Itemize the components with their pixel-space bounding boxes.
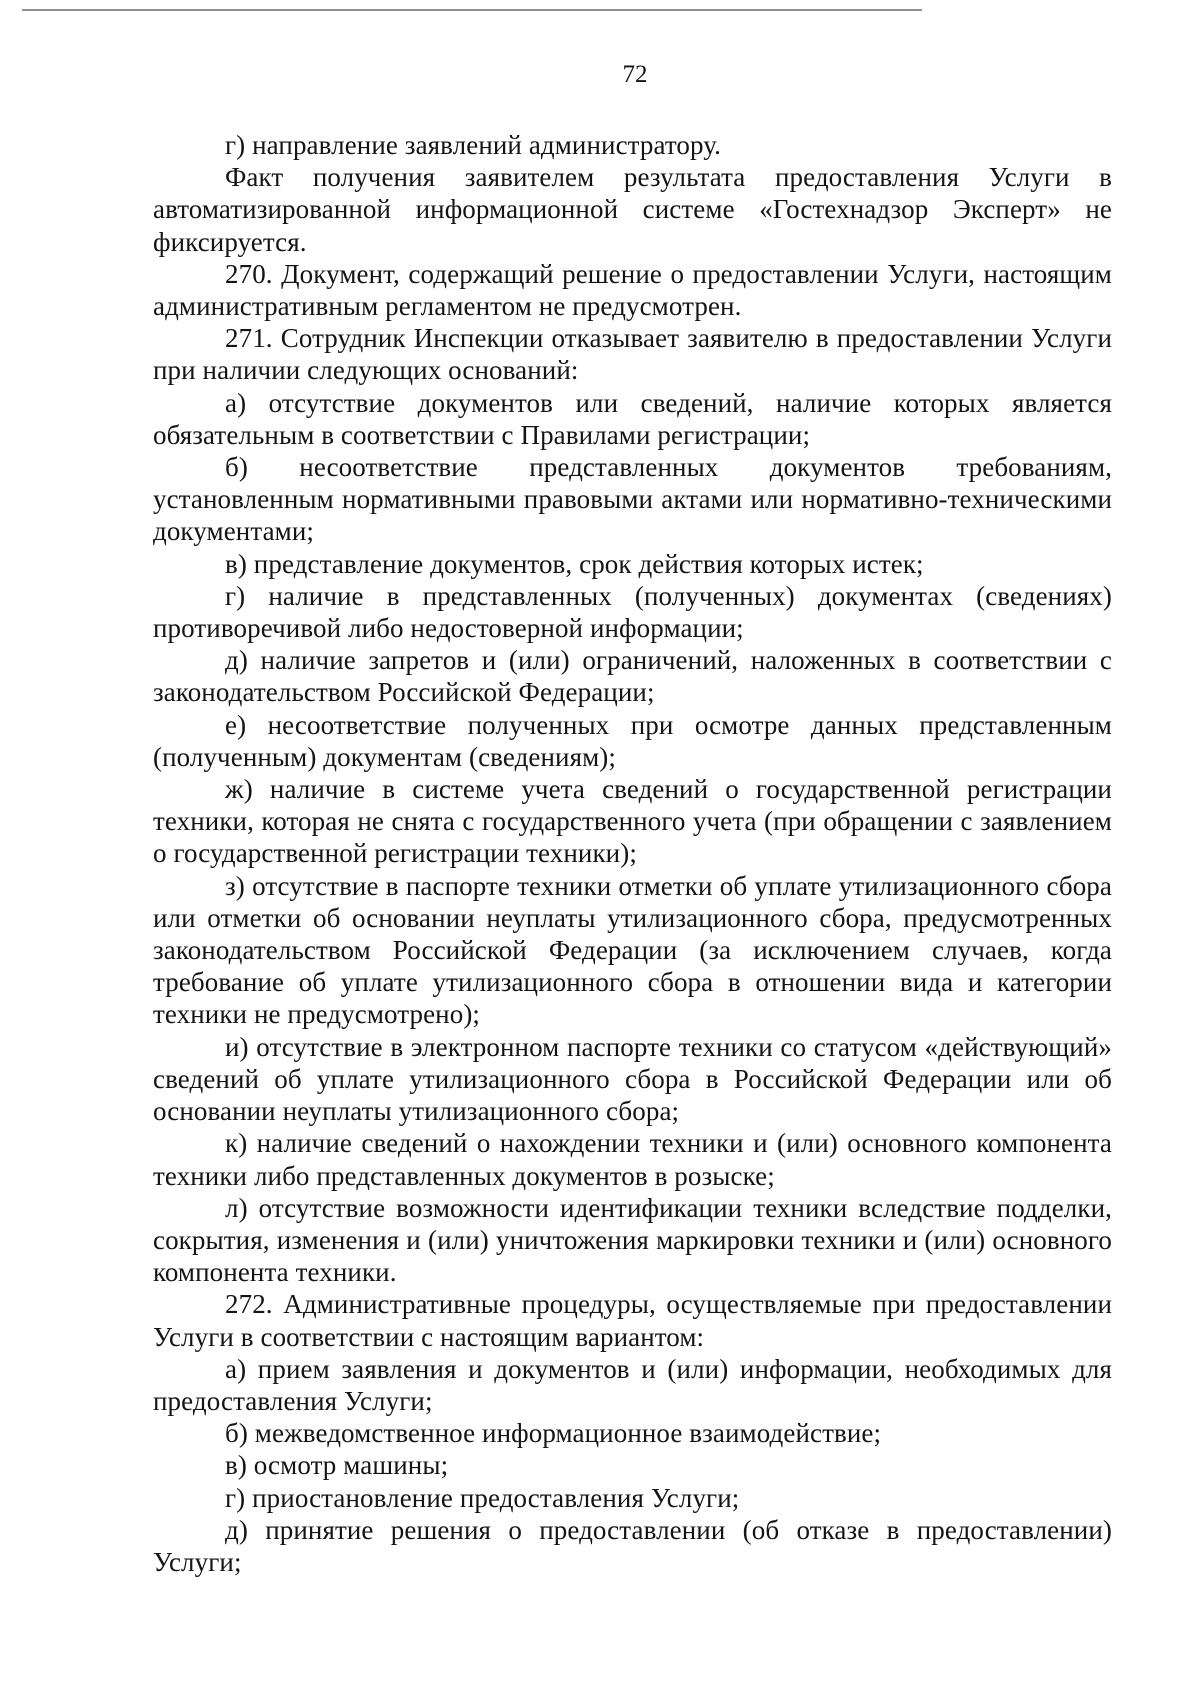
list-item: к) наличие сведений о нахождении техники и (или) основного компонента техники либо представленных документов в розыске; xyxy=(153,1128,1112,1191)
list-item: д) наличие запретов и (или) ограничений, наложенных в соответствии с законодательством Российской Федерации; xyxy=(153,645,1112,708)
paragraph: 270. Документ, содержащий решение о предоставлении Услуги, настоящим административным регламентом не предусмотрен. xyxy=(153,258,1112,322)
list-item: и) отсутствие в электронном паспорте техники со статусом «действующий» сведений об уплате утилизационного сбора в Российской Федерации или об основании неуплаты утилизационного сбора; xyxy=(153,1031,1112,1127)
list-item: е) несоответствие полученных при осмотре данных представленным (полученным) документам (сведениям); xyxy=(153,709,1112,772)
page-number: 72 xyxy=(622,61,648,88)
paragraph: 272. Административные процедуры, осуществляемые при предоставлении Услуги в соответствии с настоящим вариантом: xyxy=(153,1289,1112,1352)
paragraph: г) направление заявлений администратору. xyxy=(225,130,722,160)
list-item: з) отсутствие в паспорте техники отметки об уплате утилизационного сбора или отметки об основании неуплаты утилизационного сбора, предусмотренных законодательством Российской Федерации (за исключением случаев, когда требование об уплате утилизационного сбора в отношении вида и категории техники не предусмотрено); xyxy=(153,870,1112,1030)
list-item: а) прием заявления и документов и (или) информации, необходимых для предоставления Услуги; xyxy=(153,1353,1112,1416)
top-rule xyxy=(22,9,922,11)
list-item: г) наличие в представленных (полученных) документах (сведениях) противоречивой либо недостоверной информации; xyxy=(153,580,1112,644)
list-item: в) представление документов, срок действия которых истек; xyxy=(225,548,924,579)
list-item: д) принятие решения о предоставлении (об отказе в предоставлении) Услуги; xyxy=(153,1514,1112,1577)
list-item: г) приостановление предоставления Услуги; xyxy=(225,1482,740,1513)
list-item: ж) наличие в системе учета сведений о государственной регистрации техники, которая не снята с государственного учета (при обращении с заявлением о государственной регистрации техники); xyxy=(153,774,1112,869)
list-item: в) осмотр машины; xyxy=(225,1450,449,1481)
list-item: б) несоответствие представленных документов требованиям, установленным нормативными правовыми актами или нормативно-техническими документами; xyxy=(153,452,1112,547)
document-body xyxy=(153,129,1112,1578)
list-item: а) отсутствие документов или сведений, наличие которых является обязательным в соответствии с Правилами регистрации; xyxy=(153,387,1112,450)
paragraph: 271. Сотрудник Инспекции отказывает заявителю в предоставлении Услуги при наличии следующих оснований: xyxy=(153,323,1112,386)
list-item: л) отсутствие возможности идентификации техники вследствие подделки, сокрытия, изменения и (или) уничтожения маркировки техники и (или) основного компонента техники. xyxy=(153,1192,1112,1288)
list-item: б) межведомственное информационное взаимодействие; xyxy=(225,1418,882,1449)
paragraph: Факт получения заявителем результата предоставления Услуги в автоматизированной информационной системе «Гостехнадзор Эксперт» не фиксируется. xyxy=(153,162,1112,257)
